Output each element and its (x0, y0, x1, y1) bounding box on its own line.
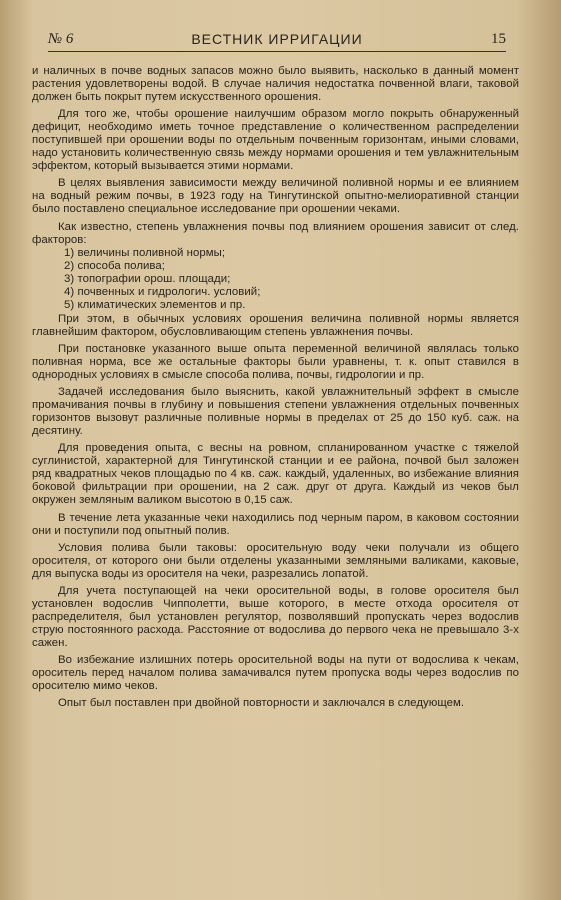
list-item: 4) почвенных и гидрологич. условий; (64, 285, 261, 298)
paragraph: В течение лета указанные чеки находились под черным паром, в каковом состоянии они и поступили под опытный полив. (32, 511, 519, 537)
paragraph: Задачей исследования было выяснить, какой увлажнительный эффект в смысле промачивания почвы в глубину и повышения степени увлажнения отдельных почвенных горизонтов вызовут различные поливные нормы в пределах от 25 до 150 куб. саж. на десятину. (32, 386, 519, 438)
list-item: 2) способа полива; (64, 259, 165, 272)
list-item: 1) величины поливной нормы; (64, 246, 226, 259)
paragraph: При этом, в обычных условиях орошения величина поливной нормы является главнейшим фактором, обусловливающим степень увлажнения почвы. (32, 312, 519, 338)
paragraph: Как известно, степень увлажнения почвы под влиянием орошения зависит от след. факторов: (32, 220, 519, 246)
factors-list (32, 247, 519, 312)
article-body (32, 65, 519, 714)
paragraph: Опыт был поставлен при двойной повторности и заключался в следующем. (58, 697, 465, 710)
list-item: 3) топографии орош. площади; (64, 272, 231, 285)
page-number: 15 (491, 31, 506, 47)
paragraph: Для того же, чтобы орошение наилучшим образом могло покрыть обнаруженный дефицит, необходимо иметь точное представление о количественном распределении поступившей при орошении воды по отдельным почвенным горизонтам, иными словами, надо установить количественную связь между нормами орошения и тем увлажнительным эффектом, который вызывается этими нормами. (32, 108, 519, 173)
running-header (48, 31, 506, 52)
issue-number: № 6 (48, 31, 74, 47)
paragraph: Для проведения опыта, с весны на ровном, спланированном участке с тяжелой суглинистой, характерной для Тингутинской станции и ее района, почвой был заложен ряд квадратных чеков площадью по 4 кв. саж. каждый, удаленных, во избежание влияния боковой фильтрации при орошении, на 2 саж. друг от друга. Каждый из чеков был окружен земляным валиком высотою в 0,15 саж. (32, 442, 519, 507)
paragraph: В целях выявления зависимости между величиной поливной нормы и ее влиянием на водный режим почвы, в 1923 году на Тингутинской опытно-мелиоративной станции было поставлено специальное исследование при орошении чеками. (32, 177, 519, 216)
paragraph: Условия полива были таковы: оросительную воду чеки получали из общего оросителя, от которого они были отделены указанными земляными валиками, каковые, для выпуска воды из оросителя на чеки, разрезались лопатой. (32, 541, 519, 580)
paragraph: Для учета поступающей на чеки оросительной воды, в голове оросителя был установлен водослив Чиппoлетти, выше которого, в месте отхода оросителя от распределителя, был установлен регулятор, позволявший пропускать через водослив струю постоянного расхода. Расстояние от водослива до первого чека не превышало 3-х сажен. (32, 584, 519, 649)
list-item: 5) климатических элементов и пр. (64, 298, 246, 311)
paragraph-continuation: и наличных в почве водных запасов можно было выявить, насколько в данный момент растения удовлетворены водой. В случае наличия недостатка почвенной влаги, таковой должен быть покрыт путем искусственного орошения. (32, 65, 519, 104)
journal-title: ВЕСТНИК ИРРИГАЦИИ (191, 31, 363, 47)
paragraph: При постановке указанного выше опыта переменной величиной являлась только поливная норма, все же остальные факторы были уравнены, т. к. опыт ставился в однородных условиях в смысле способа полива, почвы, гидрологии и пр. (32, 342, 519, 382)
paragraph: Во избежание излишних потерь оросительной воды на пути от водослива к чекам, ороситель перед началом полива замачивался путем пропуска воды через водослив по оросителю мимо чеков. (32, 653, 519, 693)
